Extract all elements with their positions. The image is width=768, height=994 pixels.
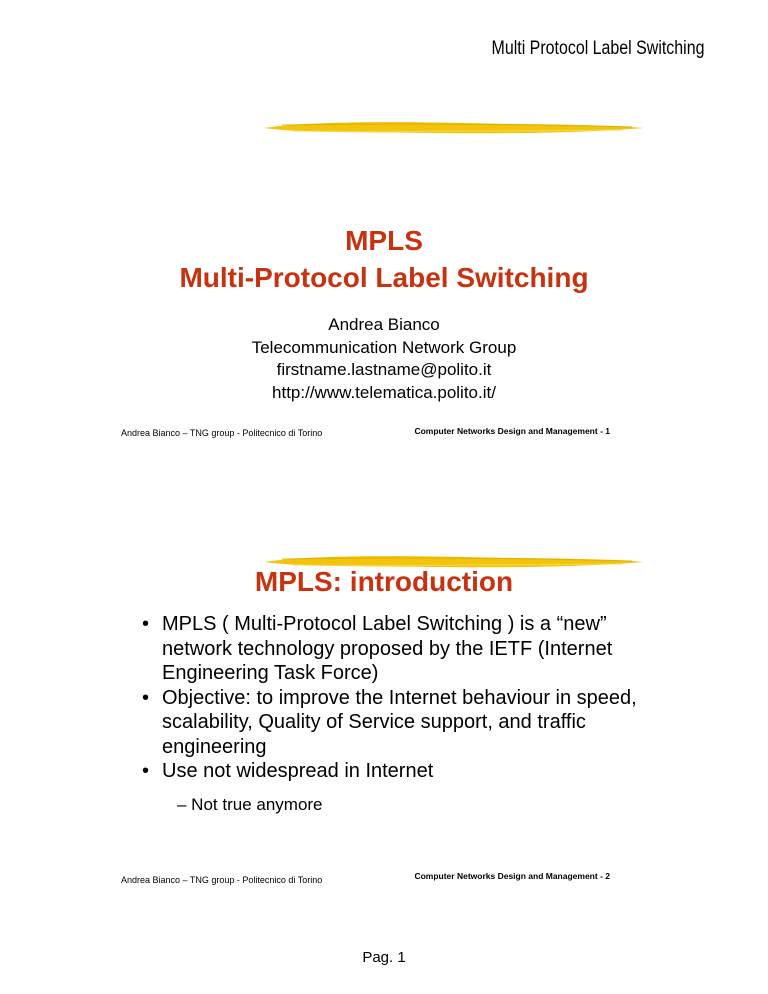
group-name: Telecommunication Network Group	[251, 337, 517, 357]
list-item	[142, 686, 642, 760]
bullet-icon: •	[142, 686, 150, 709]
slide2-footer-right: Computer Networks Design and Management - 2	[414, 871, 610, 881]
bullet-list	[142, 612, 642, 784]
slide1-title-line2: Multi-Protocol Label Switching	[179, 262, 589, 293]
sub-bullet: – Not true anymore	[177, 795, 323, 814]
bullet-icon: •	[142, 613, 150, 635]
slide1-title	[0, 222, 768, 296]
slide1-footer-left: Andrea Bianco – TNG group - Politecnico di Torino	[121, 428, 323, 438]
page-number: Pag. 1	[362, 949, 406, 966]
list-item	[142, 612, 642, 686]
bullet-text: Use not widespread in Internet	[162, 760, 434, 782]
slide1-footer-right: Computer Networks Design and Management - 1	[414, 426, 610, 436]
slide2-title: MPLS: introduction	[254, 566, 514, 597]
website-link[interactable]: http://www.telematica.polito.it/	[272, 382, 496, 402]
bullet-text: MPLS ( Multi-Protocol Label Switching ) is a “new” network technology proposed by the IETF (Internet Engineering Task Force)	[162, 613, 613, 684]
bullet-icon: •	[142, 760, 150, 782]
slide2-footer-left: Andrea Bianco – TNG group - Politecnico di Torino	[121, 875, 323, 885]
slide1-title-line1: MPLS	[345, 225, 423, 256]
email-address[interactable]: firstname.lastname@polito.it	[276, 360, 492, 379]
author-name: Andrea Bianco	[328, 315, 440, 334]
bullet-text: Objective: to improve the Internet behaviour in speed, scalability, Quality of Service support, and traffic engineering	[162, 686, 637, 758]
author-block	[0, 314, 768, 404]
list-item	[142, 759, 642, 784]
running-header: Multi Protocol Label Switching	[491, 38, 704, 59]
brush-stroke-decoration	[262, 119, 646, 137]
